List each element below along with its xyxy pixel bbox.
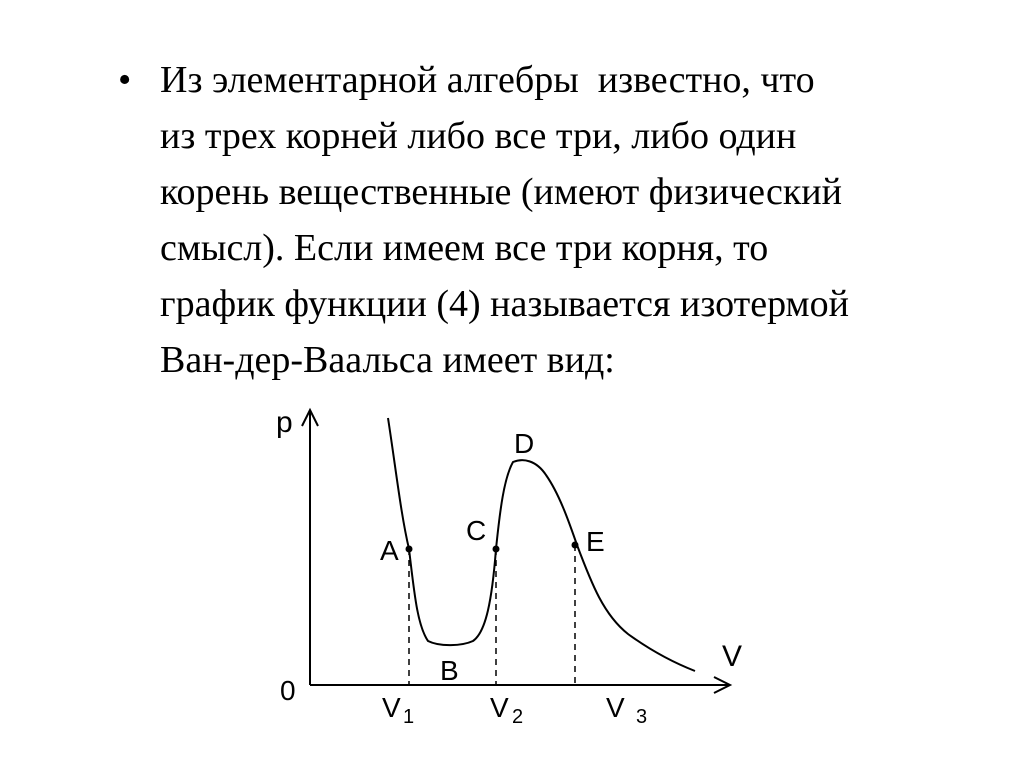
text-line-5: график функции (4) называется изотермой [160,283,849,325]
x-axis-label: V [722,640,743,673]
isotherm-curve [388,418,695,671]
point-c-marker [493,546,500,553]
origin-label: 0 [280,675,296,706]
point-e-label: E [586,526,605,557]
v1-label [382,692,414,728]
v1-sub: 1 [403,706,415,728]
v1-base: V [382,692,401,723]
text-line-3: корень вещественные (имеют физический [160,171,842,213]
v2-label [490,692,523,728]
point-a-marker [406,546,413,553]
point-c-label: C [466,515,487,546]
point-d-label: D [514,428,535,459]
v2-base: V [490,692,509,723]
point-a-label: A [380,535,399,566]
v3-base: V [606,692,625,723]
text-line-4: смысл). Если имеем все три корня, то [160,227,769,269]
point-e-marker [572,542,579,549]
text-line-6: Ван-дер-Ваальса имеет вид: [160,339,615,381]
v3-label [606,692,647,728]
text-line-2: из трех корней либо все три, либо один [160,115,797,157]
text-line-1: Из элементарной алгебры известно, что [160,59,815,101]
v2-sub: 2 [512,706,524,728]
v3-sub: 3 [636,706,648,728]
y-axis-label: p [276,406,293,439]
bullet-dot-icon: • [118,59,132,101]
point-b-label: B [440,655,459,686]
